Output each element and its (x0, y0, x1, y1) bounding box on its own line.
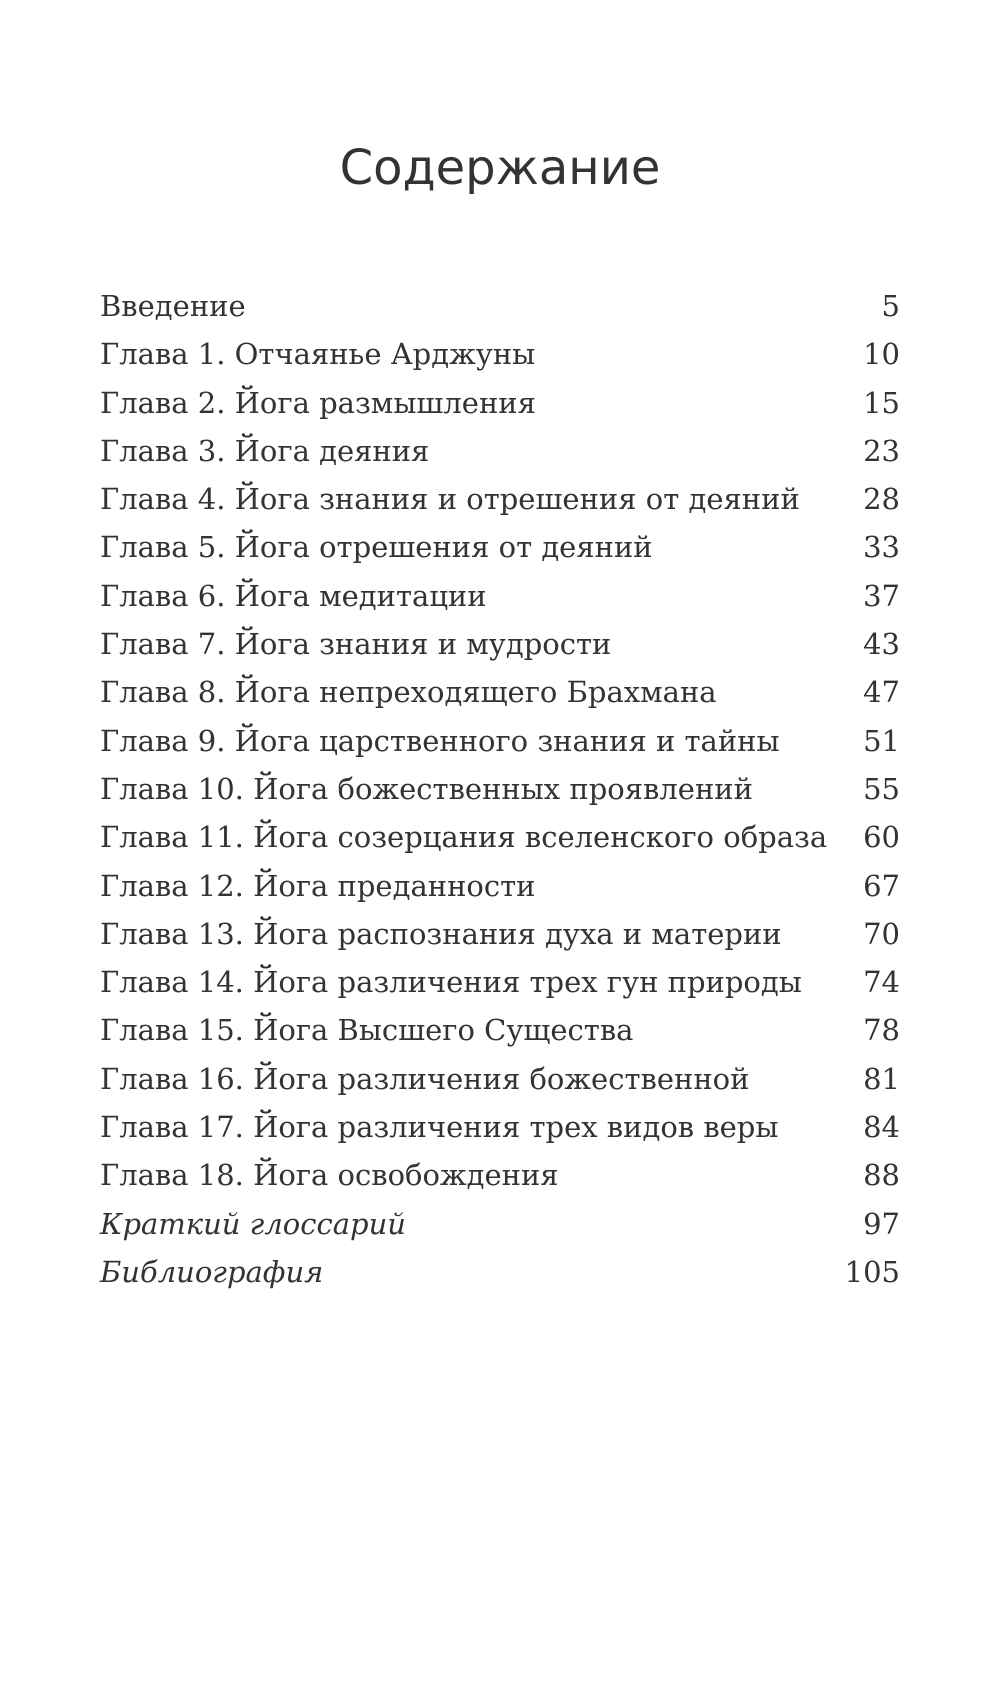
table-of-contents (100, 289, 900, 1303)
toc-entry-page: 70 (863, 916, 900, 951)
toc-entry[interactable] (100, 724, 900, 772)
toc-entry-title: Глава 1. Отчаянье Арджуны (100, 337, 536, 372)
toc-entry-title: Глава 2. Йога размышления (100, 385, 536, 420)
toc-entry-page: 84 (863, 1110, 900, 1145)
toc-entry-title: Глава 13. Йога распознания духа и материи (100, 916, 782, 951)
toc-entry-title: Введение (100, 289, 246, 323)
toc-entry-page: 37 (863, 578, 900, 613)
toc-entry-page: 88 (863, 1158, 900, 1193)
toc-entry-title: Глава 8. Йога непреходящего Брахмана (100, 675, 717, 710)
toc-entry[interactable] (100, 869, 900, 917)
toc-entry-title: Краткий глоссарий (100, 1206, 406, 1241)
toc-entry[interactable] (100, 386, 900, 434)
toc-entry[interactable] (100, 917, 900, 965)
toc-entry-title: Глава 4. Йога знания и отрешения от деяний (100, 482, 800, 517)
toc-entry-page: 33 (863, 530, 900, 565)
toc-entry-page: 28 (863, 482, 900, 517)
toc-entry-title: Глава 5. Йога отрешения от деяний (100, 530, 653, 565)
toc-entry[interactable] (100, 820, 900, 868)
toc-entry-title: Глава 15. Йога Высшего Существа (100, 1013, 634, 1048)
toc-entry[interactable] (100, 289, 900, 337)
toc-entry-title: Глава 7. Йога знания и мудрости (100, 627, 612, 662)
toc-entry-title: Глава 12. Йога преданности (100, 868, 536, 903)
toc-entry[interactable] (100, 337, 900, 385)
toc-entry[interactable] (100, 482, 900, 530)
toc-entry-page: 60 (863, 820, 900, 855)
toc-entry-page: 67 (863, 868, 900, 903)
toc-entry[interactable] (100, 1013, 900, 1061)
toc-entry-title: Глава 16. Йога различения божественной (100, 1061, 750, 1096)
toc-entry-page: 51 (863, 723, 900, 758)
toc-entry[interactable] (100, 965, 900, 1013)
toc-entry-title: Глава 18. Йога освобождения (100, 1158, 559, 1193)
toc-entry-title: Глава 14. Йога различения трех гун природы (100, 965, 802, 1000)
toc-entry-title: Глава 17. Йога различения трех видов веры (100, 1110, 779, 1145)
toc-entry-title: Глава 3. Йога деяния (100, 433, 430, 468)
toc-entry-title: Библиография (100, 1254, 324, 1289)
toc-entry-page: 74 (863, 965, 900, 1000)
toc-entry[interactable] (100, 434, 900, 482)
toc-entry-page: 43 (863, 627, 900, 662)
toc-entry-title: Глава 6. Йога медитации (100, 578, 487, 613)
toc-entry-page: 78 (863, 1013, 900, 1048)
toc-entry-page: 105 (844, 1254, 900, 1289)
toc-entry[interactable] (100, 772, 900, 820)
toc-entry[interactable] (100, 530, 900, 578)
toc-entry[interactable] (100, 1158, 900, 1206)
page-title: Содержание (339, 140, 661, 196)
toc-entry[interactable] (100, 1062, 900, 1110)
toc-entry-glossary[interactable] (100, 1207, 900, 1255)
toc-entry-page: 97 (863, 1206, 900, 1241)
toc-entry[interactable] (100, 627, 900, 675)
toc-entry-title: Глава 10. Йога божественных проявлений (100, 771, 753, 806)
toc-entry-bibliography[interactable] (100, 1255, 900, 1303)
toc-entry[interactable] (100, 1110, 900, 1158)
toc-entry-title: Глава 11. Йога созерцания вселенского образа (100, 820, 828, 855)
toc-entry-page: 5 (881, 289, 900, 323)
toc-entry-page: 23 (863, 433, 900, 468)
toc-entry-page: 55 (863, 771, 900, 806)
toc-entry[interactable] (100, 675, 900, 723)
toc-entry-title: Глава 9. Йога царственного знания и тайны (100, 723, 780, 758)
toc-entry-page: 15 (863, 385, 900, 420)
toc-entry[interactable] (100, 579, 900, 627)
toc-entry-page: 81 (863, 1061, 900, 1096)
toc-entry-page: 47 (863, 675, 900, 710)
toc-entry-page: 10 (863, 337, 900, 372)
